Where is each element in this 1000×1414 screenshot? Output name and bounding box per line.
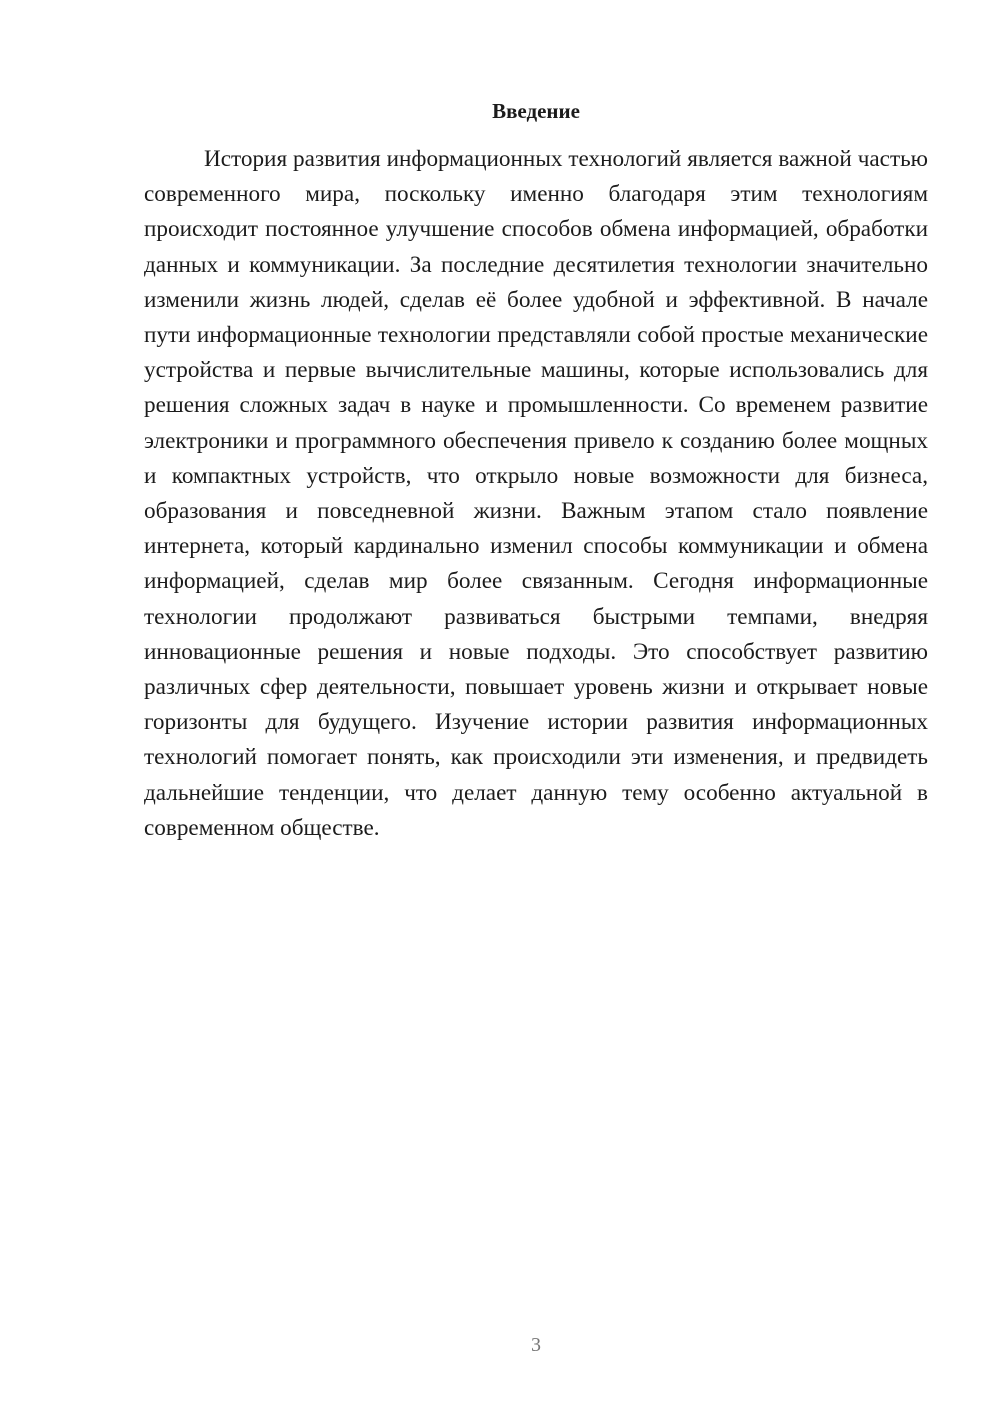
section-heading: Введение	[492, 99, 580, 123]
body-paragraph: История развития информационных технологий является важной частью современного мира, поскольку именно благодаря этим технологиям происходит постоянное улучшение способов обмена информацией, обработки данных и коммуникации. За последние десятилетия технологии значительно изменили жизнь людей, сделав её более удобной и эффективной. В начале пути информационные технологии представляли собой простые механические устройства и первые вычислительные машины, которые использовались для решения сложных задач в науке и промышленности. Со временем развитие электроники и программного обеспечения привело к созданию более мощных и компактных устройств, что открыло новые возможности для бизнеса, образования и повседневной жизни. Важным этапом стало появление интернета, который кардинально изменил способы коммуникации и обмена информацией, сделав мир более связанным. Сегодня информационные технологии продолжают развиваться быстрыми темпами, внедряя инновационные решения и новые подходы. Это способствует развитию различных сфер деятельности, повышает уровень жизни и открывает новые горизонты для будущего. Изучение истории развития информационных технологий помогает понять, как происходили эти изменения, и предвидеть дальнейшие тенденции, что делает данную тему особенно актуальной в современном обществе.	[144, 146, 928, 841]
page-number: 3	[531, 1334, 541, 1356]
